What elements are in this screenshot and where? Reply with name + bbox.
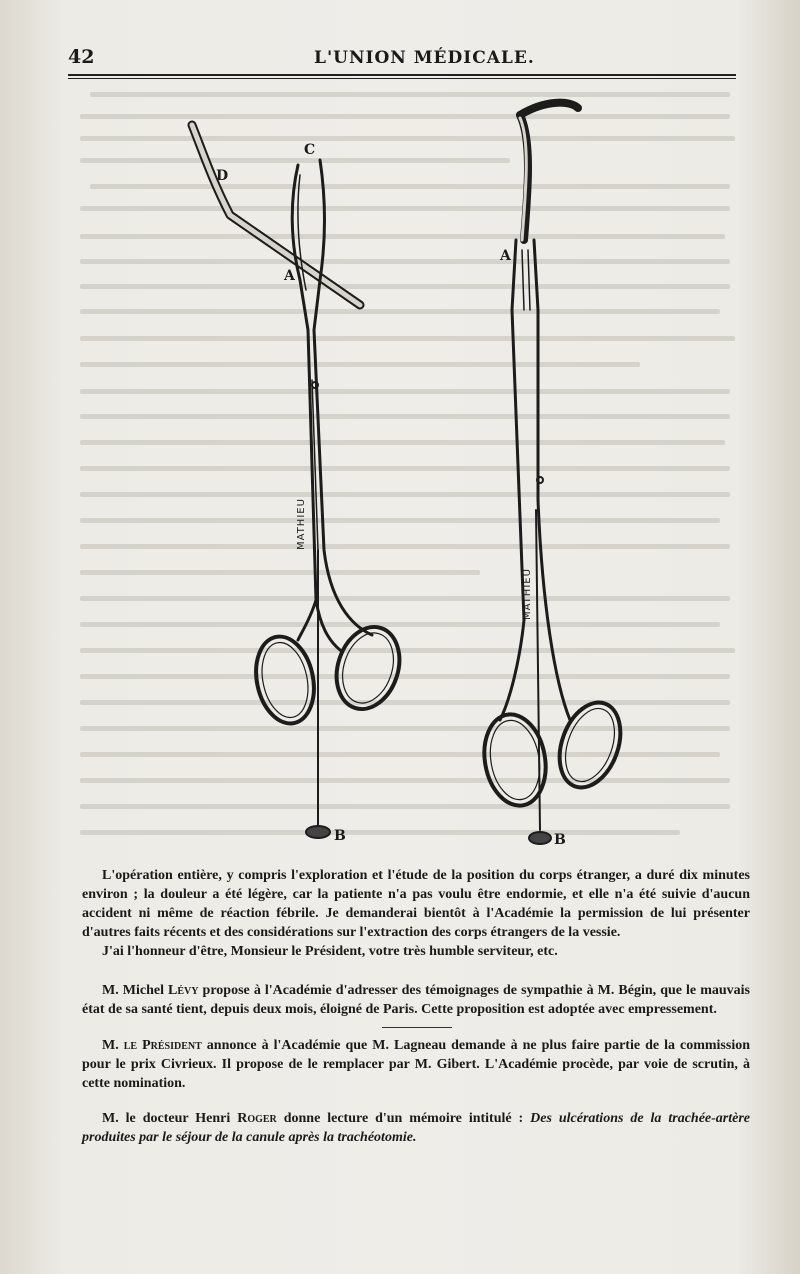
label-a-right: A [500,248,511,264]
label-a-left: A [284,268,295,284]
memoir-title: Des ulcérations de la trachée-artère produites par le séjour de la canule après la trachéotomie. [82,1111,750,1145]
journal-title: L'UNION MÉDICALE. [314,48,535,68]
text-span: propose à l'Académie d'adresser des témoignages de sympathie à M. Bégin, que le mauvais état de sa santé tient, depuis deux mois, éloigné de Paris. Cette proposition est adoptée avec empressement. [82,983,750,1017]
header-rule [68,74,736,76]
header-rule-thin [68,78,736,79]
article-text [82,866,750,1147]
paragraph-operation: L'opération entière, y compris l'exploration et l'étude de la position du corps étranger, a duré dix minutes environ ; la douleur a été légère, car la patiente n'a pas voulu être endormie, et elle n'a été suivie d'aucun accident ni même de réaction fébrile. Je demanderai bientôt à l'Académie la permission de lui présenter d'autres faits récents et des considérations sur l'extraction des corps étrangers de la vessie. [82,868,750,940]
maker-mark-right: MATHIEU [522,568,533,620]
page-number: 42 [68,46,95,68]
label-c: C [304,142,316,158]
text-span: annonce à l'Académie que M. Lagneau demande à ne plus faire partie de la commission pour le prix Civrieux. Il propose de le remplacer par M. Gibert. L'Académie procède, par voie de scrutin, à cette nomination. [82,1038,750,1091]
name-levy: Lévy [168,983,199,998]
label-d: D [216,168,229,184]
label-b-right: B [554,832,566,848]
page-header [68,46,736,72]
paragraph-roger [82,1109,750,1147]
name-roger: Roger [237,1111,277,1126]
forceps-drawing [150,80,630,860]
paragraph-levy [82,981,750,1019]
maker-mark-left: MATHIEU [296,498,307,550]
text-span: M. [102,1038,124,1053]
label-b-left: B [334,828,346,844]
text-span: M. Michel [102,983,169,998]
text-span: donne lecture d'un mémoire intitulé : [276,1111,531,1126]
name-president: le Président [123,1038,202,1053]
paragraph-signature: J'ai l'honneur d'être, Monsieur le Président, votre très humble serviteur, etc. [102,944,558,959]
section-divider [382,1027,452,1028]
forceps-illustration [150,80,630,860]
text-span: M. le docteur Henri [102,1111,238,1126]
paragraph-president [82,1036,750,1093]
